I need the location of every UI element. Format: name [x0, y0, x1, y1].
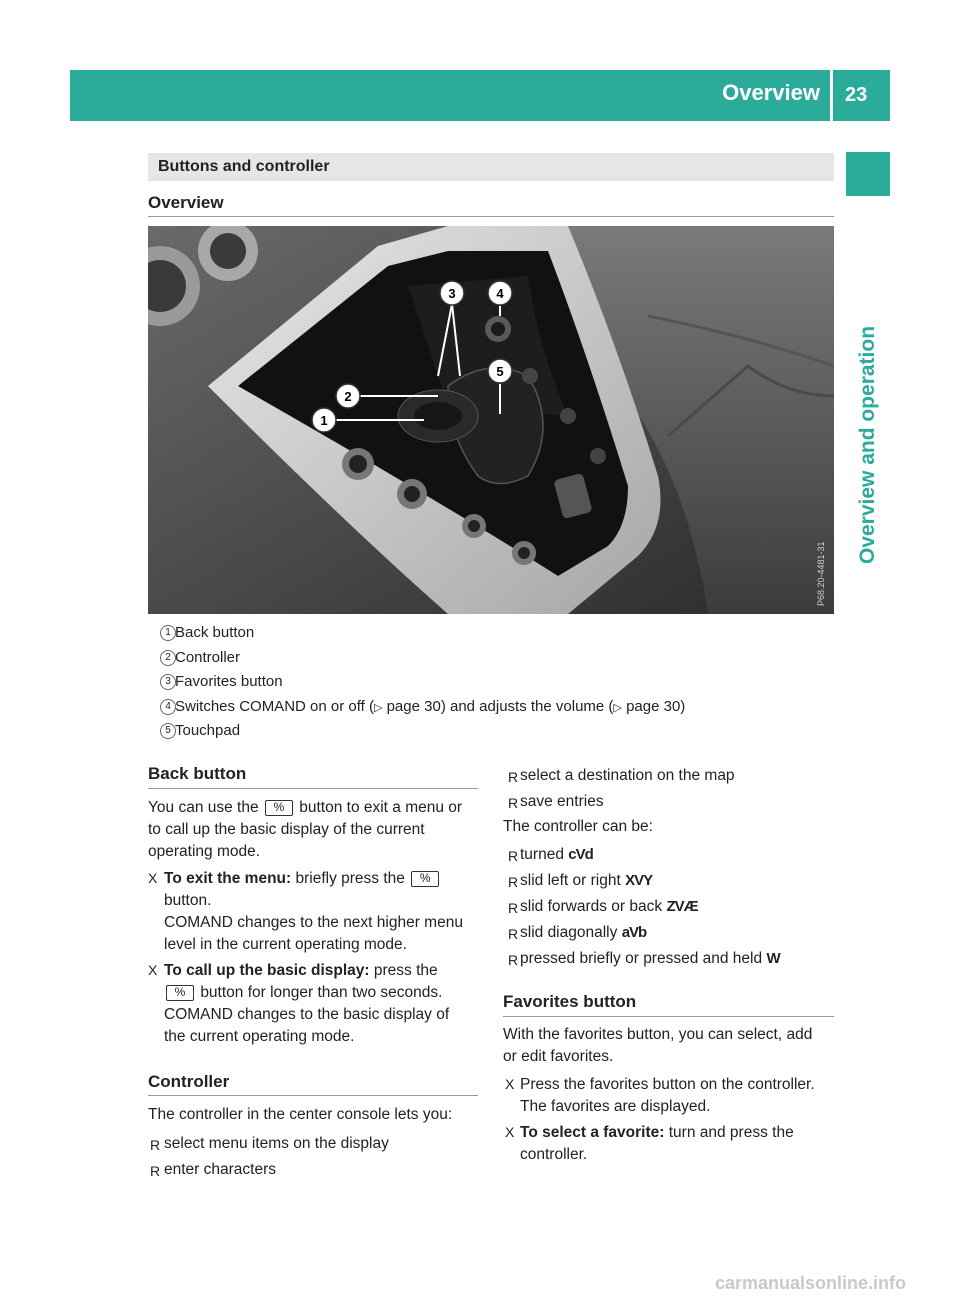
- page-reference-link[interactable]: page 30: [386, 698, 441, 715]
- section-title: Buttons and controller: [158, 158, 330, 175]
- callout-4: 4: [496, 286, 504, 301]
- overview-heading: Overview: [148, 193, 224, 212]
- favorites-heading: Favorites button: [503, 992, 637, 1011]
- callout-3: 3: [448, 286, 456, 301]
- step-marker-icon: X: [148, 962, 158, 978]
- bullet-icon: R: [508, 769, 519, 785]
- heading-rule: [503, 1016, 834, 1017]
- bullet-icon: R: [150, 1163, 161, 1179]
- page-number: 23: [845, 84, 868, 106]
- header-divider: [830, 70, 833, 121]
- controller-slide-lr-icon: XVY: [625, 872, 653, 889]
- heading-rule: [148, 788, 478, 789]
- heading-rule: [148, 1095, 478, 1096]
- step-line: Press the favorites button on the controller.: [520, 1076, 815, 1093]
- page-header-bar: [70, 70, 890, 121]
- step-line: button.: [164, 892, 212, 909]
- paragraph-line: You can use the % button to exit a menu or: [148, 799, 463, 816]
- paragraph-line: operating mode.: [148, 843, 261, 860]
- step-line: level in the current operating mode.: [164, 936, 407, 953]
- step-marker-icon: X: [505, 1076, 515, 1092]
- back-key-icon: %: [411, 871, 439, 887]
- back-key-icon: %: [166, 985, 194, 1001]
- side-tab-marker: [846, 152, 890, 196]
- bullet-icon: R: [508, 926, 519, 942]
- paragraph-line: The controller in the center console lets you:: [148, 1106, 453, 1123]
- step-line: controller.: [520, 1146, 588, 1163]
- center-console-photo: [148, 226, 834, 614]
- step-line: To select a favorite: turn and press the: [520, 1124, 794, 1141]
- list-item: select menu items on the display: [164, 1135, 389, 1152]
- side-title-text: Overview and operation: [856, 325, 879, 565]
- heading-rule: [148, 216, 834, 217]
- bullet-icon: R: [508, 848, 519, 864]
- step-line: The favorites are displayed.: [520, 1098, 711, 1115]
- step-marker-icon: X: [148, 870, 158, 886]
- list-item: slid forwards or back ZVÆ: [520, 898, 698, 915]
- callout-5: 5: [496, 364, 504, 379]
- list-item: select a destination on the map: [520, 767, 735, 784]
- paragraph-line: With the favorites button, you can select, add: [503, 1026, 813, 1043]
- bullet-icon: R: [508, 795, 519, 811]
- paragraph-line: to call up the basic display of the current: [148, 821, 425, 838]
- page-reference-link[interactable]: page 30: [626, 698, 681, 715]
- back-key-icon: %: [265, 800, 293, 816]
- list-item: slid left or right XVY: [520, 872, 653, 889]
- bullet-icon: R: [508, 952, 519, 968]
- controller-slide-diagonal-icon: aVb: [621, 924, 647, 941]
- callout-1: 1: [320, 413, 328, 428]
- list-item: slid diagonally aVb: [520, 924, 647, 941]
- section-title-bar: [148, 153, 834, 181]
- side-title: [846, 200, 890, 690]
- callout-2: 2: [344, 389, 352, 404]
- step-line: COMAND changes to the next higher menu: [164, 914, 463, 931]
- reference-arrow-icon: ▷: [613, 702, 622, 714]
- step-line: COMAND changes to the basic display of: [164, 1006, 450, 1023]
- step-line: the current operating mode.: [164, 1028, 355, 1045]
- step-line: To call up the basic display: press the: [164, 962, 438, 979]
- bullet-icon: R: [508, 874, 519, 890]
- reference-arrow-icon: ▷: [373, 702, 383, 714]
- list-item: turned cVd: [520, 846, 593, 863]
- step-marker-icon: X: [505, 1124, 515, 1140]
- step-line: % button for longer than two seconds.: [164, 982, 442, 1004]
- paragraph-line: The controller can be:: [503, 818, 653, 835]
- header-title: Overview: [722, 80, 820, 105]
- bullet-icon: R: [508, 900, 519, 916]
- controller-press-icon: W: [766, 950, 780, 967]
- list-item: pressed briefly or pressed and held W: [520, 950, 780, 967]
- list-item: save entries: [520, 793, 604, 810]
- controller-heading: Controller: [148, 1072, 230, 1091]
- step-line: To exit the menu: briefly press the %: [164, 868, 441, 890]
- controller-slide-fb-icon: ZVÆ: [666, 898, 698, 915]
- back-button-heading: Back button: [148, 764, 247, 783]
- watermark: carmanualsonline.info: [715, 1273, 907, 1293]
- image-code: P68.20-4481-31: [816, 541, 826, 606]
- controller-turn-icon: cVd: [568, 846, 593, 863]
- list-item: enter characters: [164, 1161, 276, 1178]
- bullet-icon: R: [150, 1137, 161, 1153]
- paragraph-line: or edit favorites.: [503, 1048, 614, 1065]
